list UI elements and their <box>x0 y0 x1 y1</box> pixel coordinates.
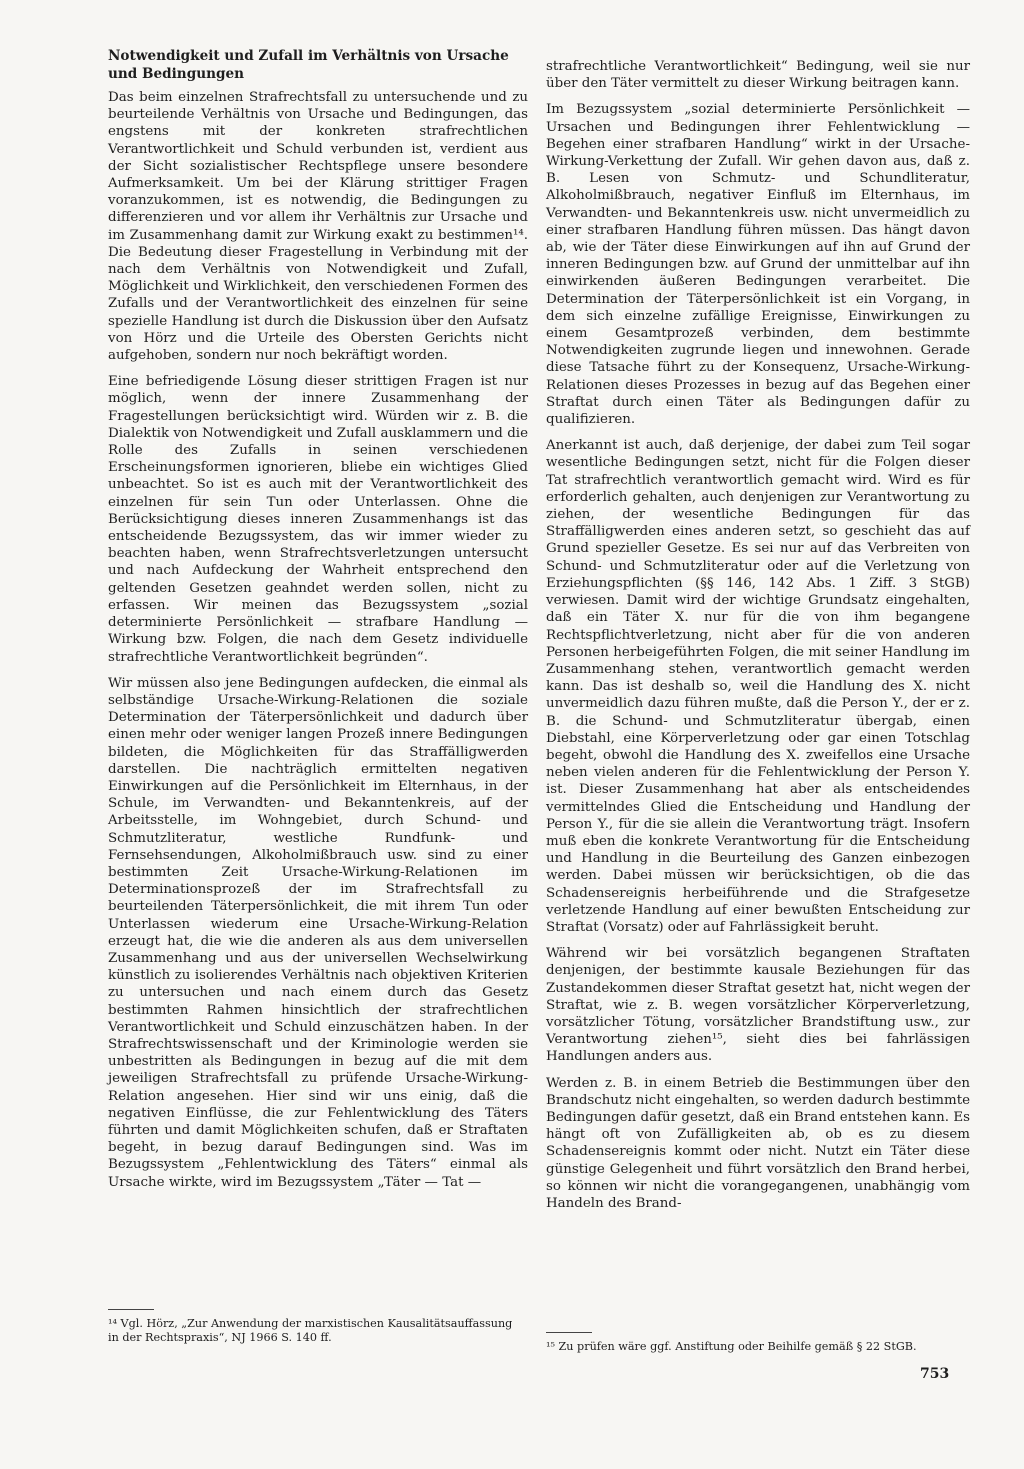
footnote-15: ¹⁵ Zu prüfen wäre ggf. Anstiftung oder Beihilfe gemäß § 22 StGB. <box>546 1340 917 1353</box>
left-column <box>108 48 528 1200</box>
paragraph: Im Bezugssystem „sozial determinierte Persönlichkeit — Ursachen und Bedingungen ihrer Fehlentwicklung — Begehen einer strafbaren Handlung“ wirkt in der Ursache-Wirkung-Verkettung der Zufall. Wir gehen davon aus, daß z. B. Lesen von Schmutz- und Schundliteratur, Alkoholmißbrauch, negativer Einfluß im Elternhaus, im Verwandten- und Bekanntenkreis usw. nicht unvermeidlich zu einer strafbaren Handlung führen müssen. Das hängt davon ab, wie der Täter diese Einwirkungen auf ihn auf Grund der inneren Bedingungen bzw. auf Grund der unmittelbar auf ihn einwirkenden äußeren Bedingungen verarbeitet. Die Determination der Täterpersönlichkeit ist ein Vorgang, in dem sich einzelne zufällige Ereignisse, Einwirkungen zu einem Gesamtprozeß verbinden, dem bestimmte Notwendigkeiten zugrunde liegen und innewohnen. Gerade diese Tatsache führt zu der Konsequenz, Ursache-Wirkung-Relationen dieses Prozesses in bezug auf das Begehen einer Straftat durch einen Täter als Bedingungen dafür zu qualifizieren. <box>546 102 970 428</box>
paragraph: Eine befriedigende Lösung dieser strittigen Fragen ist nur möglich, wenn der innere Zusammenhang der Fragestellungen berücksichtigt wird. Würden wir z. B. die Dialektik von Notwendigkeit und Zufall ausklammern und die Rolle des Zufalls in seinen verschiedenen Erscheinungsformen ignorieren, bliebe ein wichtiges Glied unbeachtet. So ist es auch mit der Verantwortlichkeit des einzelnen für sein Tun oder Unterlassen. Ohne die Berücksichtigung dieses inneren Zusammenhangs ist das entscheidende Bezugssystem, das wir immer wieder zu beachten haben, wenn Strafrechtsverletzungen untersucht und nach Aufdeckung der Wahrheit entsprechend den geltenden Gesetzen geahndet werden sollen, nicht zu erfassen. Wir meinen das Bezugssystem „sozial determinierte Persönlichkeit — strafbare Handlung — Wirkung bzw. Folgen, die nach dem Gesetz individuelle strafrechtliche Verantwortlichkeit begründen“. <box>108 374 528 665</box>
footnote-divider <box>108 1309 154 1310</box>
paragraph: Das beim einzelnen Strafrechtsfall zu untersuchende und zu beurteilende Verhältnis von Ursache und Bedingungen, das engstens mit der konkreten strafrechtlichen Verantwortlichkeit und Schuld verbunden ist, verdient aus der Sicht sozialistischer Rechtspflege unsere besondere Aufmerksamkeit. Um bei der Klärung strittiger Fragen voranzukommen, ist es notwendig, die Bedingungen zu differenzieren und vor allem ihr Verhältnis zur Ursache und im Zusammenhang damit zur Wirkung exakt zu bestimmen¹⁴. Die Bedeutung dieser Fragestellung in Verbindung mit der nach dem Verhältnis von Notwendigkeit und Zufall, Möglichkeit und Wirklichkeit, den verschiedenen Formen des Zufalls und der Verantwortlichkeit des einzelnen für seine spezielle Handlung ist durch die Diskussion über den Aufsatz von Hörz und die Urteile des Obersten Gerichts nicht aufgehoben, sondern nur noch bekräftigt worden. <box>108 90 528 364</box>
paragraph: Werden z. B. in einem Betrieb die Bestimmungen über den Brandschutz nicht eingehalten, so werden dadurch bestimmte Bedingungen dafür gesetzt, daß ein Brand entstehen kann. Es hängt oft von Zufälligkeiten ab, ob es zu diesem Schadensereignis kommt oder nicht. Nutzt ein Täter diese günstige Gelegenheit und führt vorsätzlich den Brand herbei, so können wir nicht die vorangegangenen, unabhängig vom Handeln des Brand- <box>546 1075 970 1211</box>
page-number: 753 <box>920 1366 950 1382</box>
paragraph: Anerkannt ist auch, daß derjenige, der dabei zum Teil sogar wesentliche Bedingungen setzt, nicht für die Folgen dieser Tat strafrechtlich verantwortlich gemacht wird. Wird es für erforderlich gehalten, auch denjenigen zur Verantwortung zu ziehen, der wesentliche Bedingungen für das Straffälligwerden eines anderen setzt, so geschieht das auf Grund spezieller Gesetze. Es sei nur auf das Verbreiten von Schund- und Schmutzliteratur oder auf die Verletzung von Erziehungspflichten (§§ 146, 142 Abs. 1 Ziff. 3 StGB) verwiesen. Damit wird der wichtige Grundsatz eingehalten, daß ein Täter X. nur für die von ihm begangene Rechtspflichtverletzung, nicht aber für die von anderen Personen herbeigeführten Folgen, die mit seiner Handlung im Zusammenhang stehen, verantwortlich gemacht werden kann. Das ist deshalb so, weil die Handlung des X. nicht unvermeidlich dazu führen mußte, daß die Person Y., der er z. B. die Schund- und Schmutzliteratur übergab, einen Diebstahl, eine Körperverletzung oder gar einen Totschlag begeht, obwohl die Handlung des X. zweifellos eine Ursache neben vielen anderen für die Fehlentwicklung der Person Y. ist. Dieser Zusammenhang hat aber als entscheidendes vermittelndes Glied die Entscheidung und Handlung der Person Y., für die sie allein die Verantwortung trägt. Insofern muß eben die konkrete Verantwortung für die Entscheidung und Handlung in die Beurteilung des Ganzen einbezogen werden. Dabei müssen wir berücksichtigen, ob die das Schadensereignis herbeiführende und die Strafgesetze verletzende Handlung auf einer bewußten Entscheidung zur Straftat (Vorsatz) oder auf Fahrlässigkeit beruht. <box>546 438 970 935</box>
paragraph: Während wir bei vorsätzlich begangenen Straftaten denjenigen, der bestimmte kausale Beziehungen für das Zustandekommen dieser Straftat gesetzt hat, nicht wegen der Straftat, wie z. B. wegen vorsätzlicher Körperverletzung, vorsätzlicher Tötung, vorsätzlicher Brandstiftung usw., zur Verantwortung ziehen¹⁵, sieht dies bei fahrlässigen Handlungen anders aus. <box>546 946 970 1065</box>
paragraph: strafrechtliche Verantwortlichkeit“ Bedingung, weil sie nur über den Täter vermittelt zu dieser Wirkung beitragen kann. <box>546 59 970 92</box>
paragraph: Wir müssen also jene Bedingungen aufdecken, die einmal als selbständige Ursache-Wirkung-Relationen die soziale Determination der Täterpersönlichkeit und dadurch über einen mehr oder weniger langen Prozeß innere Bedingungen bildeten, die Möglichkeiten für das Straffälligwerden darstellen. Die nachträglich ermittelten negativen Einwirkungen auf die Persönlichkeit im Elternhaus, in der Schule, im Verwandten- und Bekanntenkreis, auf der Arbeitsstelle, im Wohngebiet, durch Schund- und Schmutzliteratur, westliche Rundfunk- und Fernsehsendungen, Alkoholmißbrauch usw. sind zu einer bestimmten Zeit Ursache-Wirkung-Relationen im Determinationsprozeß der im Strafrechtsfall zu beurteilenden Täterpersönlichkeit, die mit ihrem Tun oder Unterlassen wiederum eine Ursache-Wirkung-Relation erzeugt hat, die wie die anderen als aus dem universellen Zusammenhang und aus der universellen Wechselwirkung künstlich zu isolierendes Verhältnis nach objektiven Kriterien zu untersuchen und nach einem durch das Gesetz bestimmten Rahmen hinsichtlich der strafrechtlichen Verantwortlichkeit und Schuld einzuschätzen haben. In der Strafrechtswissenschaft und der Kriminologie werden sie unbestritten als Bedingungen in bezug auf die mit dem jeweiligen Strafrechtsfall zu prüfende Ursache-Wirkung-Relation angesehen. Hier sind wir uns einig, daß die negativen Einflüsse, die zur Fehlentwicklung des Täters führten und damit Möglichkeiten schufen, daß er Straftaten begeht, in bezug darauf Bedingungen sind. Was im Bezugssystem „Fehlentwicklung des Täters“ einmal als Ursache wirkte, wird im Bezugssystem „Täter — Tat — <box>108 675 528 1190</box>
footnote-divider <box>546 1332 592 1333</box>
footnote-14: ¹⁴ Vgl. Hörz, „Zur Anwendung der marxistischen Kausalitätsauffassung in der Rechtspraxis“, NJ 1966 S. 140 ff. <box>108 1317 513 1345</box>
section-heading: Notwendigkeit und Zufall im Verhältnis von Ursache und Bedingungen <box>108 48 509 82</box>
right-column <box>546 58 970 1221</box>
